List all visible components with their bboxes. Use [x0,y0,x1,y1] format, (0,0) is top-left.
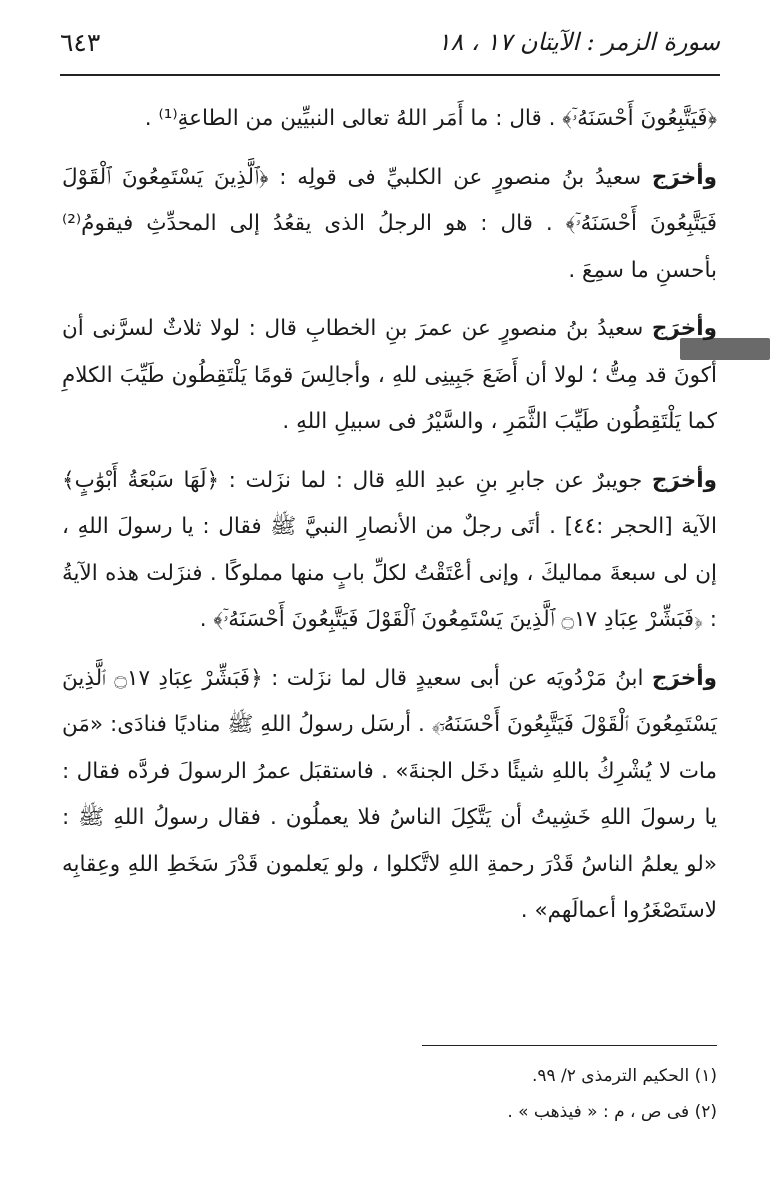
paragraph-2 [62,155,717,295]
page-header [60,22,720,76]
paragraph-lead: وأخرَج [651,316,717,341]
paragraph-lead: وأخرَج [651,665,717,691]
footnote-divider [422,1045,717,1046]
page-number: ٦٤٣ [60,28,101,57]
paragraph-text: ابنُ مَرْدُويَه عن أبى سعيدٍ قال لما نزَلت : ﴿فَبَشِّرْ عِبَادِ ۝١٧ ٱلَّذِينَ يَسْتَمِعُونَ ٱلْقَوْلَ فَيَتَّبِعُونَ أَحْسَنَهُۥٓ﴾ . أرسَل رسولُ اللهِ ﷺ مناديًا فنادَى: «مَن مات لا يُشْرِكُ باللهِ شيئًا دخَل الجنةَ» . فاستقبَل عمرُ الرسولَ فردَّه فقال : يا رسولَ اللهِ خَشِيتُ أن يَتَّكِلَ الناسُ فلا يعملُون . فقال رسولُ اللهِ ﷺ : «لو يعلمُ الناسُ قَدْرَ رحمةِ اللهِ لاتَّكلوا ، ولو يَعلمون قَدْرَ سَخَطِ اللهِ وعِقابِه لاستَصْغَرُوا أعمالَهم» . [62,665,717,923]
paragraph-text: ﴿فَيَتَّبِعُونَ أَحْسَنَهُۥٓ﴾ . قال : ما أَمَر اللهُ تعالى النبيِّين من الطاعةِ⁽¹⁾ . [144,106,717,131]
paragraph-4 [62,458,717,644]
paragraph-text: جويبرٌ عن جابرِ بنِ عبدِ اللهِ قال : لما نزَلت : ﴿لَهَا سَبْعَةُ أَبْوَٰبٍ﴾ الآية [الحجر :٤٤] . أتَى رجلٌ من الأنصارِ النبيَّ ﷺ فقال : يا رسولَ اللهِ ، إن لى سبعةَ مماليكَ ، وإنى أعْتَقْتُ لكلِّ بابٍ منها مملوكًا . فنزَلت هذه الآيةُ : ﴿فَبَشِّرْ عِبَادِ ۝١٧ ٱلَّذِينَ يَسْتَمِعُونَ ٱلْقَوْلَ فَيَتَّبِعُونَ أَحْسَنَهُۥٓ﴾ . [62,467,717,632]
paragraph-3 [62,306,717,446]
paragraph-text: سعيدُ بنُ منصورٍ عن عمرَ بنِ الخطابِ قال : لولا ثلاثٌ لسرَّنى أن أكونَ قد مِتُّ ؛ لولا أن أَضَعَ جَبِينِى للهِ ، وأجالِسَ قومًا يَلْتَقِطُون طَيِّبَ الكلامِ كما يَلْتَقِطُون طَيِّبَ الثَّمَرِ ، والسَّيْرُ فى سبيلِ اللهِ . [62,316,717,434]
running-title: سورة الزمر : الآيتان ١٧ ، ١٨ [437,28,720,56]
paragraph-1 [62,96,717,143]
footnote-1: (١) الحكيم الترمذى ٢/ ٩٩. [531,1066,717,1086]
paragraph-5 [62,656,717,935]
paragraph-text: سعيدُ بنُ منصورٍ عن الكلبيِّ فى قولِه : ﴿ٱلَّذِينَ يَسْتَمِعُونَ ٱلْقَوْلَ فَيَتَّبِعُونَ أَحْسَنَهُۥٓ﴾ . قال : هو الرجلُ الذى يقعُدُ إلى المحدِّثِ فيقومُ⁽²⁾ بأحسنِ ما سمِعَ . [62,164,717,283]
footnotes [62,1058,717,1130]
footnote-2: (٢) فى ص ، م : « فيذهب » . [507,1102,717,1122]
paragraph-lead: وأخرَج [651,164,717,190]
main-text [62,96,717,947]
paragraph-lead: وأخرَج [651,467,717,493]
